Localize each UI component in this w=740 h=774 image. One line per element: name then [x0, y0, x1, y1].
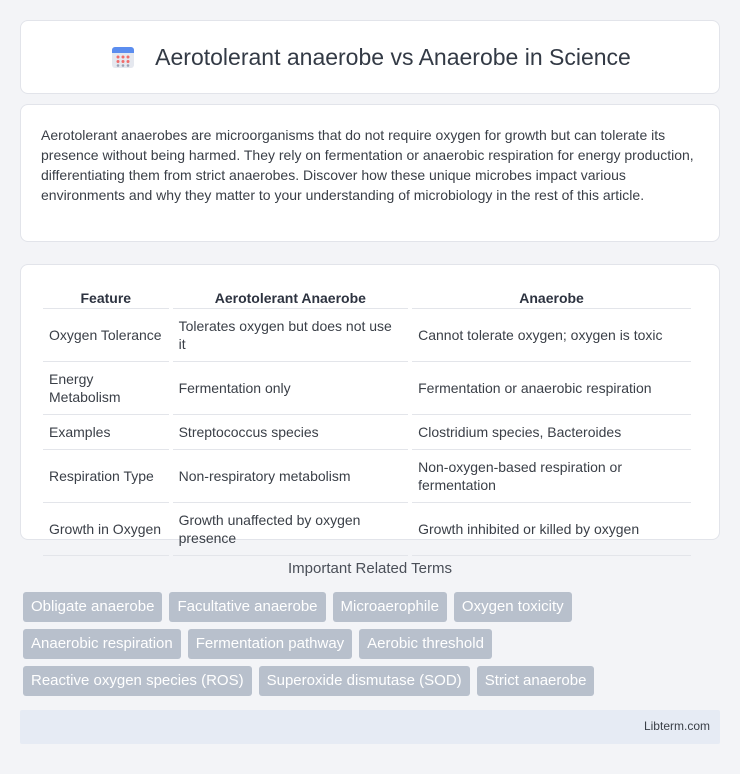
table-row	[43, 415, 691, 450]
table-cell: Fermentation only	[173, 362, 409, 415]
tag-facultative-anaerobe[interactable]: Facultative anaerobe	[169, 592, 325, 622]
table-cell: Clostridium species, Bacteroides	[412, 415, 691, 450]
table-row	[43, 450, 691, 503]
header-anaerobe: Anaerobe	[412, 287, 691, 309]
table-cell: Non-respiratory metabolism	[173, 450, 409, 503]
table-cell: Non-oxygen-based respiration or fermentation	[412, 450, 691, 503]
tag-reactive-oxygen-species[interactable]: Reactive oxygen species (ROS)	[23, 666, 252, 696]
intro-card	[20, 104, 720, 242]
table-cell: Growth unaffected by oxygen presence	[173, 503, 409, 556]
header-feature: Feature	[43, 287, 169, 309]
page-title: Aerotolerant anaerobe vs Anaerobe in Science	[155, 43, 631, 70]
tag-obligate-anaerobe[interactable]: Obligate anaerobe	[23, 592, 162, 622]
tag-strict-anaerobe[interactable]: Strict anaerobe	[477, 666, 595, 696]
intro-paragraph: Aerotolerant anaerobes are microorganisms that do not require oxygen for growth but can tolerate its presence without being harmed. They rely on fermentation or anaerobic respiration for energy production, differentiating them from strict anaerobes. Discover how these unique microbes impact various environments and why they matter to your understanding of microbiology in the rest of this article.	[41, 127, 694, 203]
related-terms-list	[23, 592, 723, 703]
comparison-table	[39, 287, 695, 556]
comparison-table-card	[20, 264, 720, 546]
table-row	[43, 309, 691, 362]
table-cell: Energy Metabolism	[43, 362, 169, 415]
table-cell: Tolerates oxygen but does not use it	[173, 309, 409, 362]
tag-oxygen-toxicity[interactable]: Oxygen toxicity	[454, 592, 572, 622]
table-cell: Streptococcus species	[173, 415, 409, 450]
table-cell: Growth inhibited or killed by oxygen	[412, 503, 691, 556]
footer-site-link[interactable]: Libterm.com	[643, 719, 710, 733]
tag-microaerophile[interactable]: Microaerophile	[333, 592, 447, 622]
table-cell: Examples	[43, 415, 169, 450]
table-cell: Oxygen Tolerance	[43, 309, 169, 362]
tag-row	[23, 666, 723, 696]
table-header-row	[43, 287, 691, 309]
table-cell: Growth in Oxygen	[43, 503, 169, 556]
tag-fermentation-pathway[interactable]: Fermentation pathway	[188, 629, 352, 659]
table-cell: Cannot tolerate oxygen; oxygen is toxic	[412, 309, 691, 362]
tag-row	[23, 592, 723, 622]
footer	[20, 710, 720, 744]
table-row	[43, 362, 691, 415]
tag-row	[23, 629, 723, 659]
title-wrap	[109, 43, 631, 71]
table-row	[43, 503, 691, 556]
tag-aerobic-threshold[interactable]: Aerobic threshold	[359, 629, 492, 659]
header-card	[20, 20, 720, 94]
tag-superoxide-dismutase[interactable]: Superoxide dismutase (SOD)	[259, 666, 470, 696]
table-cell: Fermentation or anaerobic respiration	[412, 362, 691, 415]
header-aerotolerant: Aerotolerant Anaerobe	[173, 287, 409, 309]
calendar-grid-icon	[109, 43, 137, 71]
table-cell: Respiration Type	[43, 450, 169, 503]
tag-anaerobic-respiration[interactable]: Anaerobic respiration	[23, 629, 181, 659]
related-terms-title: Important Related Terms	[288, 560, 452, 577]
